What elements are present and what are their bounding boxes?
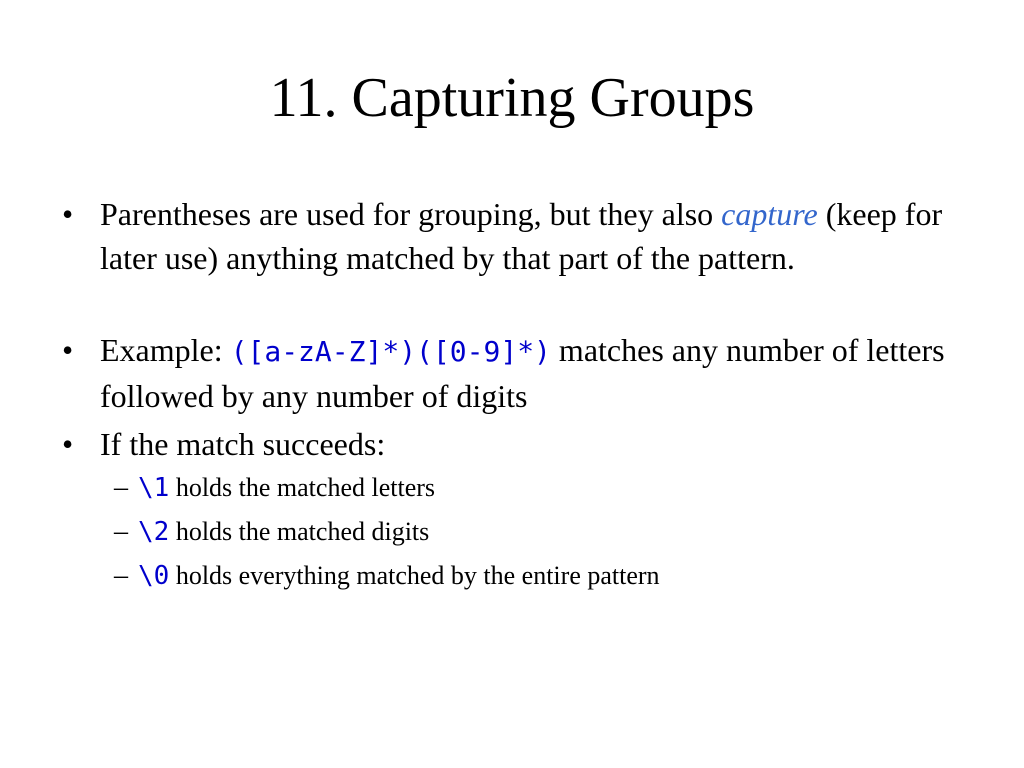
slide-title: 11. Capturing Groups xyxy=(269,67,755,129)
sub-bullet-item xyxy=(60,554,1000,598)
bullet-icon: • xyxy=(62,426,74,462)
bullet-item-match xyxy=(60,422,1000,598)
bullet-item-capture xyxy=(60,192,1000,280)
group-reference-code: \0 xyxy=(138,561,170,591)
group-reference-code: \1 xyxy=(138,473,170,503)
sub-bullet-list xyxy=(60,466,1000,598)
dash-icon: – xyxy=(114,472,128,503)
dash-icon: – xyxy=(114,560,128,591)
dash-icon: – xyxy=(114,516,128,547)
bullet-text: Example: xyxy=(100,332,231,368)
bullet-text: Parentheses are used for grouping, but they also xyxy=(100,196,722,232)
bullet-item-example xyxy=(60,328,1000,418)
sub-bullet-text: holds everything matched by the entire pattern xyxy=(169,561,660,590)
bullet-icon: • xyxy=(62,196,74,232)
emphasis-word: capture xyxy=(721,196,818,232)
regex-code: ([a-zA-Z]*)([0-9]*) xyxy=(230,335,551,368)
bullet-text: If the match succeeds: xyxy=(100,426,386,462)
bullet-text-continued: (keep for later use) anything matched by that part of the pattern. xyxy=(100,196,943,276)
bullet-list xyxy=(60,192,1000,598)
bullet-text-continued: matches any number of letters followed by any number of digits xyxy=(100,332,945,414)
sub-bullet-text: holds the matched letters xyxy=(169,473,436,502)
bullet-icon: • xyxy=(62,332,74,368)
sub-bullet-item xyxy=(60,510,1000,554)
sub-bullet-item xyxy=(60,466,1000,510)
sub-bullet-text: holds the matched digits xyxy=(169,517,430,546)
group-reference-code: \2 xyxy=(138,517,170,547)
